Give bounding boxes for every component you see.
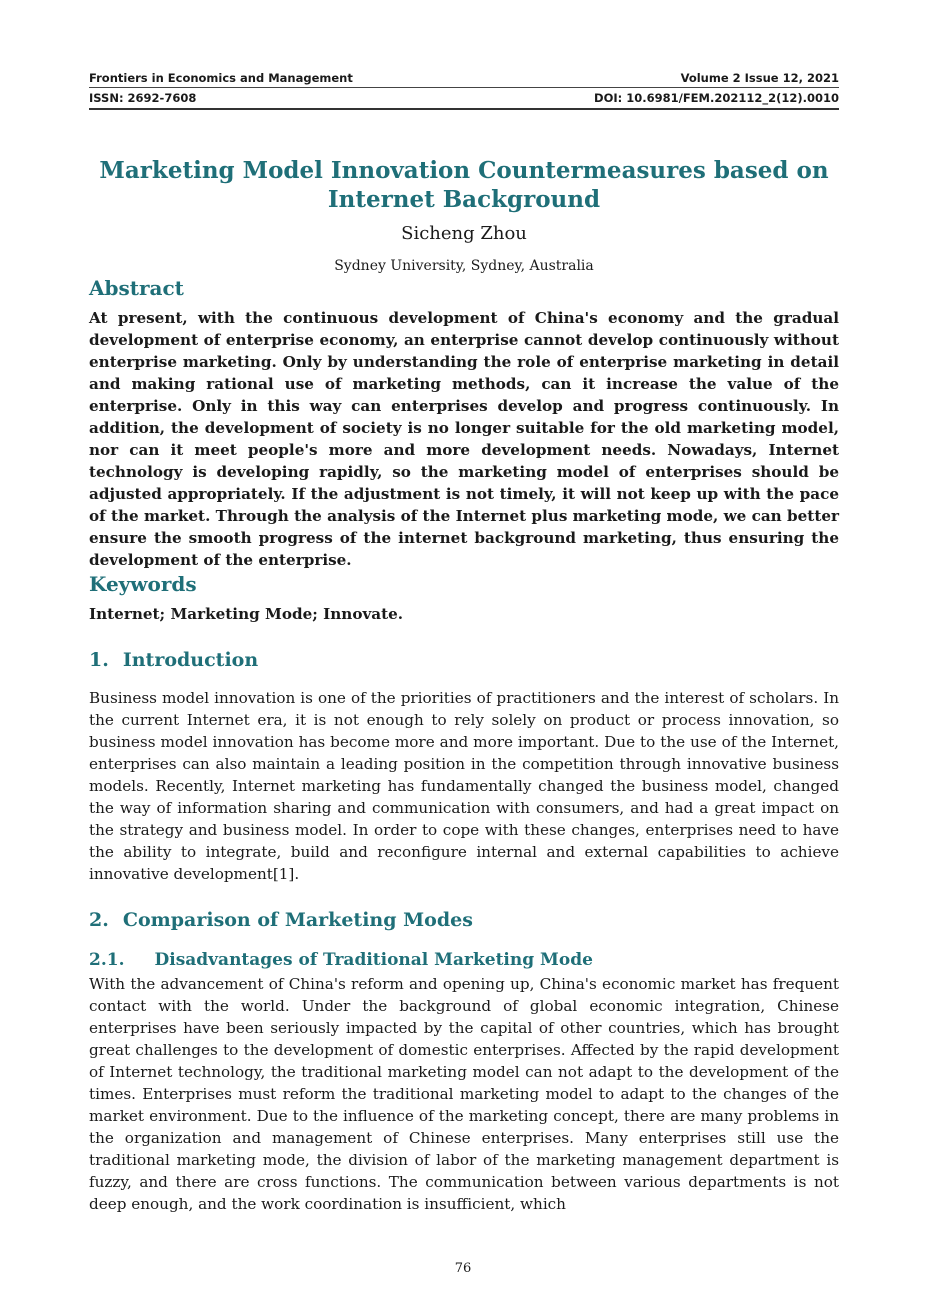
page-number: 76 bbox=[454, 1261, 472, 1276]
section-heading-introduction bbox=[89, 647, 839, 673]
traditional-paragraph: With the advancement of China's reform and opening up, China's economic market has frequent contact with the world. Under the background of global economic integration, Chinese enterprises have been seriously impacted by the capital of other countries, which has brought great challenges to the development of domestic enterprises. Affected by the rapid development of Internet technology, the traditional marketing model can not adapt to the development of the times. Enterprises must reform the traditional marketing model to adapt to the changes of the market environment. Due to the influence of the marketing concept, there are many problems in the organization and management of Chinese enterprises. Many enterprises still use the traditional marketing mode, the division of labor of the marketing management department is fuzzy, and there are cross functions. The communication between various departments is not deep enough, and the work coordination is insufficient, which bbox=[89, 975, 839, 1213]
volume-info: Volume 2 Issue 12, 2021 bbox=[680, 71, 839, 85]
section-number: 2. bbox=[89, 909, 109, 931]
keywords-text: Internet; Marketing Mode; Innovate. bbox=[89, 605, 404, 623]
subsection-number: 2.1. bbox=[89, 950, 125, 970]
introduction-paragraph: Business model innovation is one of the priorities of practitioners and the interest of scholars. In the current Internet era, it is not enough to rely solely on product or process innovation, so business model innovation has become more and more important. Due to the use of the Internet, enterprises can also maintain a leading position in the competition through innovative business models. Recently, Internet marketing has fundamentally changed the business model, changed the way of information sharing and communication with consumers, and had a great impact on the strategy and business model. In order to cope with these changes, enterprises need to have the ability to integrate, build and reconfigure internal and external capabilities to achieve innovative development[1]. bbox=[89, 689, 839, 883]
section-heading-comparison bbox=[89, 907, 839, 933]
abstract-heading: Abstract bbox=[89, 276, 184, 300]
section-title: Comparison of Marketing Modes bbox=[122, 909, 473, 931]
header-divider bbox=[89, 87, 839, 88]
journal-name: Frontiers in Economics and Management bbox=[89, 71, 353, 85]
section-title: Introduction bbox=[122, 649, 259, 671]
running-header bbox=[89, 70, 839, 86]
header-divider-thick bbox=[89, 108, 839, 110]
keywords-heading: Keywords bbox=[89, 572, 197, 596]
issn: ISSN: 2692-7608 bbox=[89, 91, 197, 105]
author-name: Sicheng Zhou bbox=[401, 223, 527, 244]
running-header-ids bbox=[89, 90, 839, 106]
author-affiliation: Sydney University, Sydney, Australia bbox=[334, 258, 594, 274]
subsection-heading-traditional bbox=[89, 949, 839, 971]
section-number: 1. bbox=[89, 649, 109, 671]
paper-title: Marketing Model Innovation Countermeasures based on Internet Background bbox=[99, 157, 829, 213]
page bbox=[89, 70, 839, 1215]
abstract-text: At present, with the continuous development of China's economy and the gradual development of enterprise economy, an enterprise cannot develop continuously without enterprise marketing. Only by understanding the role of enterprise marketing in detail and making rational use of marketing methods, can it increase the value of the enterprise. Only in this way can enterprises develop and progress continuously. In addition, the development of society is no longer suitable for the old marketing model, nor can it meet people's more and more development needs. Nowadays, Internet technology is developing rapidly, so the marketing model of enterprises should be adjusted appropriately. If the adjustment is not timely, it will not keep up with the pace of the market. Through the analysis of the Internet plus marketing mode, we can better ensure the smooth progress of the internet background marketing, thus ensuring the development of the enterprise. bbox=[89, 309, 839, 569]
subsection-title: Disadvantages of Traditional Marketing Mode bbox=[154, 950, 593, 970]
doi: DOI: 10.6981/FEM.202112_2(12).0010 bbox=[594, 91, 839, 105]
